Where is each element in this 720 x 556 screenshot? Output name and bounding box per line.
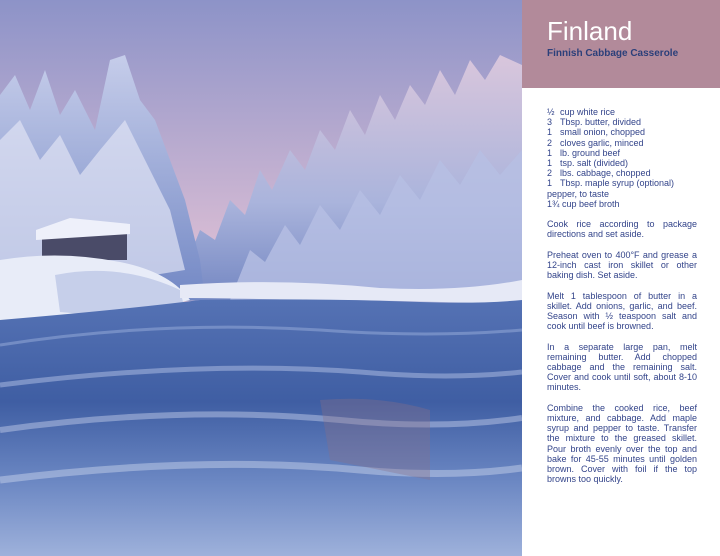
ingredient-qty: 1: [547, 158, 553, 169]
ingredient-qty: 2: [547, 137, 553, 148]
recipe-panel: [522, 0, 720, 556]
ingredient-item: [547, 168, 697, 178]
ingredient-item: [547, 127, 697, 137]
ingredient-item: [547, 158, 697, 168]
recipe-subtitle: Finnish Cabbage Casserole: [547, 48, 679, 59]
ingredient-qty: 1: [547, 178, 553, 189]
ingredient-item: [547, 178, 697, 188]
ingredient-text: cup white rice: [560, 107, 616, 117]
ingredient-item: [547, 117, 697, 127]
ingredient-qty: 2: [547, 168, 553, 179]
ingredient-qty: ½: [547, 107, 555, 117]
ingredient-qty: 1: [547, 147, 553, 158]
instruction-step: Combine the cooked rice, beef mixture, and cabbage. Add maple syrup and pepper to taste. Transfer the mixture to the greased skillet. Pour broth evenly over the top and bake for 45-55 minutes until golden brown. Cover with foil if the top browns too quickly.: [547, 402, 697, 485]
ingredient-item: [547, 138, 697, 148]
recipe-header: [522, 0, 720, 88]
instruction-step: Melt 1 tablespoon of butter in a skillet. Add onions, garlic, and beef. Season with ½ teaspoon salt and cook until beef is browned.: [547, 290, 697, 332]
ingredient-item: 1¾ cup beef broth: [547, 198, 620, 209]
ingredient-text: lb. ground beef: [560, 147, 621, 158]
ingredient-text: Tbsp. butter, divided: [560, 117, 642, 128]
ingredient-text: tsp. salt (divided): [560, 158, 629, 169]
ingredient-item: pepper, to taste: [547, 188, 610, 199]
ingredient-text: Tbsp. maple syrup (optional): [560, 178, 675, 189]
ingredient-text: small onion, chopped: [560, 127, 646, 138]
ingredient-item: [547, 107, 697, 117]
recipe-body: [547, 107, 697, 484]
ingredient-text: cloves garlic, minced: [560, 137, 644, 148]
instruction-step: Cook rice according to package directions and set aside.: [547, 219, 697, 240]
ingredient-item: [547, 148, 697, 158]
ingredient-list: [547, 107, 697, 209]
page-title: Finland: [547, 16, 633, 46]
ingredient-qty: 1: [547, 127, 553, 138]
ingredient-qty: 3: [547, 117, 553, 128]
instruction-step: Preheat oven to 400°F and grease a 12-inch cast iron skillet or other baking dish. Set aside.: [547, 249, 697, 281]
ingredient-text: lbs. cabbage, chopped: [560, 168, 651, 179]
instruction-step: In a separate large pan, melt remaining butter. Add chopped cabbage and the remaining salt. Cover and cook until soft, about 8-10 minutes.: [547, 341, 697, 393]
